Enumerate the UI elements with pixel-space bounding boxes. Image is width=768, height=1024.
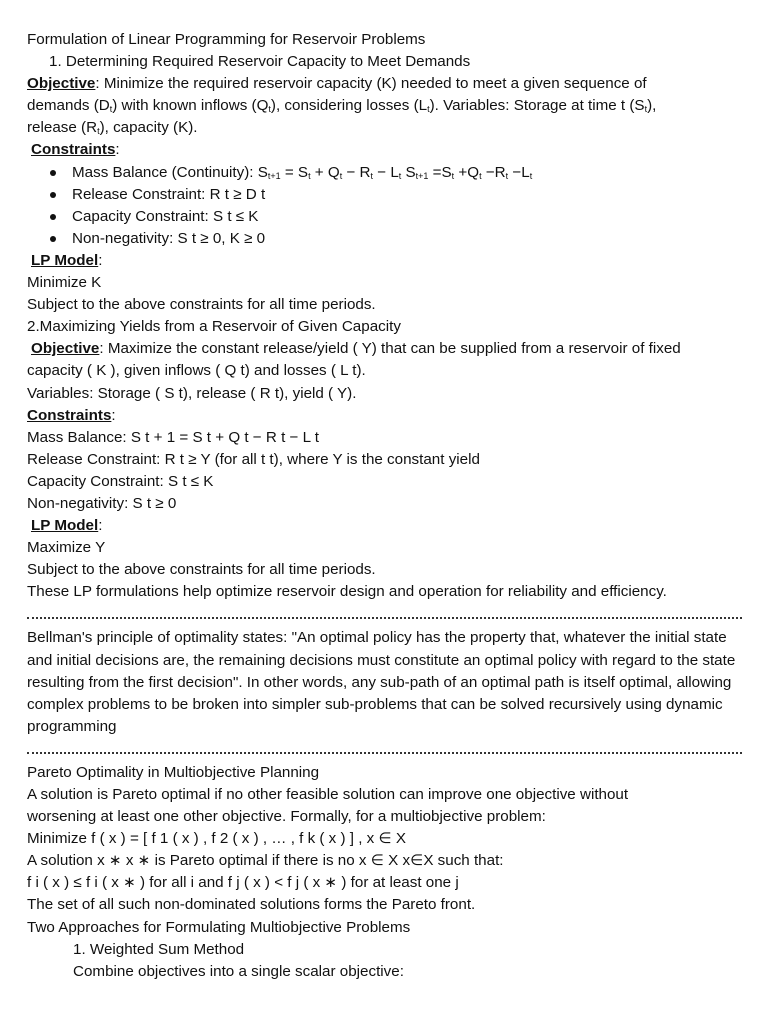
pareto-method1: 1. Weighted Sum Method <box>73 940 245 958</box>
lp-model-label: LP Model <box>31 251 99 269</box>
section2-variables: Variables: Storage ( S t), release ( R t), yield ( Y). <box>27 384 357 402</box>
dotted-divider <box>27 740 742 754</box>
section1-objective-line1: Objective: Minimize the required reservoir capacity (K) needed to meet a given sequence of <box>27 75 647 93</box>
section1-item1: 1. Determining Required Reservoir Capacity to Meet Demands <box>49 53 471 71</box>
section2-objective-line1: Objective: Maximize the constant release/yield ( Y) that can be supplied from a reservoir of fixed <box>31 340 681 358</box>
bullet-icon <box>50 214 56 220</box>
section1-objective-line2: demands $(D_t)$ with known inflows $(Q_t)$, considering losses $(L_t)$. Variables: Storage at time t $(S_t)$, <box>27 97 657 115</box>
constraints-label: Constraints <box>27 406 112 424</box>
objective-label: Objective <box>27 75 96 93</box>
section2-maximize: Maximize Y <box>27 539 106 557</box>
bullet-mass-balance: Mass Balance (Continuity): $S_{t+1} = S_t + Q_t - R_t - L_t$ $S_{t+1} =S_t +Q_t -R_t -L_t$ <box>27 162 742 184</box>
section2-objective-line2: capacity ( K ), given inflows ( Q t) and losses ( L t). <box>27 362 366 380</box>
section2-subject: Subject to the above constraints for all time periods. <box>27 561 376 579</box>
constraints-label: Constraints <box>31 141 116 159</box>
section2-mass-balance: Mass Balance: S t + 1 = S t + Q t − R t − L t <box>27 428 319 446</box>
section1-subject: Subject to the above constraints for all time periods. <box>27 296 376 314</box>
dotted-divider <box>27 605 742 619</box>
bullet-icon <box>50 192 56 198</box>
section2-constraints-heading: Constraints: <box>27 406 116 424</box>
pareto-approaches: Two Approaches for Formulating Multiobjective Problems <box>27 918 411 936</box>
lp-model-label: LP Model <box>31 517 99 535</box>
section2-nonneg: Non-negativity: S t ≥ 0 <box>27 494 177 512</box>
pareto-solution: A solution x ∗ x ∗ is Pareto optimal if there is no x ∈ X x∈X such that: <box>27 852 504 870</box>
section2-release: Release Constraint: R t ≥ Y (for all t t), where Y is the constant yield <box>27 450 480 468</box>
bullet-icon <box>50 236 56 242</box>
objective-label: Objective <box>31 340 100 358</box>
section2-lp-model-heading: LP Model: <box>31 517 103 535</box>
bullet-capacity-constraint: Capacity Constraint: S t ≤ K <box>27 206 742 228</box>
pareto-intro-line2: worsening at least one other objective. Formally, for a multiobjective problem: <box>27 808 546 826</box>
section1-objective-line3: release $(R_t)$, capacity (K). <box>27 119 198 137</box>
section1-lp-model-heading: LP Model: <box>31 251 103 269</box>
pareto-method1-desc: Combine objectives into a single scalar objective: <box>73 962 404 980</box>
document-page <box>27 29 742 983</box>
pareto-intro-line1: A solution is Pareto optimal if no other feasible solution can improve one objective without <box>27 786 629 803</box>
section1-minimize: Minimize K <box>27 274 102 292</box>
bullet-release-constraint: Release Constraint: R t ≥ D t <box>27 184 742 206</box>
section1-title: Formulation of Linear Programming for Reservoir Problems <box>27 31 426 48</box>
section1-constraints-heading: Constraints: <box>31 141 120 159</box>
pareto-title: Pareto Optimality in Multiobjective Planning <box>27 763 320 781</box>
pareto-front: The set of all such non-dominated solutions forms the Pareto front. <box>27 896 476 914</box>
bullet-icon <box>50 170 56 176</box>
bellman-paragraph: Bellman's principle of optimality states: "An optimal policy has the property that, whatever the initial state and initial decisions are, the remaining decisions must constitute an optimal policy with regard to the state resulting from the first decision". In other words, any sub-path of an optimal path is itself optimal, allowing complex problems to be broken into simpler sub-problems that can be solved recursively using dynamic programming <box>27 629 736 735</box>
section2-capacity: Capacity Constraint: S t ≤ K <box>27 472 214 490</box>
pareto-formula: Minimize f ( x ) = [ f 1 ( x ) , f 2 ( x ) , … , f k ( x ) ] , x ∈ X <box>27 830 407 848</box>
section2-summary: These LP formulations help optimize reservoir design and operation for reliability and efficiency. <box>27 583 667 601</box>
bullet-non-negativity: Non-negativity: S t ≥ 0, K ≥ 0 <box>27 228 742 250</box>
pareto-condition: f i ( x ) ≤ f i ( x ∗ ) for all i and f j ( x ) < f j ( x ∗ ) for at least one j <box>27 874 459 892</box>
section2-title: 2.Maximizing Yields from a Reservoir of Given Capacity <box>27 318 401 336</box>
